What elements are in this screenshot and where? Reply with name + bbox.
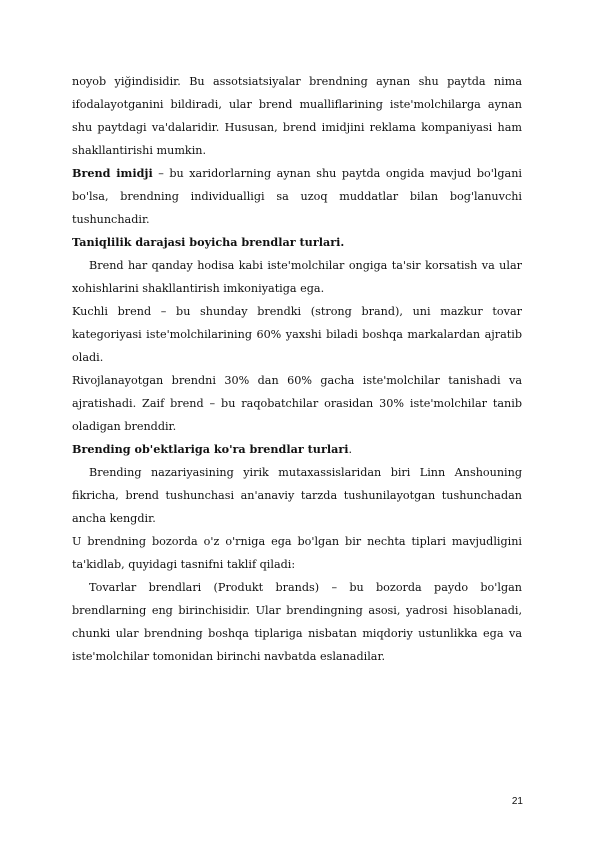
heading-object-types-line — [72, 438, 522, 461]
paragraph-1: noyob yiğindisidir. Bu assotsiatsiyalar brendning aynan shu paytda nima ifodalayotganini bildiradi, ular brend mualliflarining iste'molchilarga aynan shu paytdagi va'dalaridir. Hususan, brend imidjini reklama kompaniyasi ham shakllantirishi mumkin. — [72, 75, 522, 157]
paragraph-4: Kuchli brend – bu shunday brendki (strong brand), uni mazkur tovar kategoriyasi iste'molchilarining 60% yaxshi biladi boshqa markalardan ajratib oladi. — [72, 305, 522, 364]
page-number: 21 — [511, 796, 523, 807]
document-page — [72, 70, 522, 668]
heading-object-types-tail: . — [348, 443, 353, 456]
paragraph-8: Tovarlar brendlari (Produkt brands) – bu bozorda paydo bo'lgan brendlarning eng birinchisidir. Ular brendingning asosi, yadrosi hisoblanadi, chunki ular brendning boshqa tiplariga nisbatan miqdoriy ustunlikka ega va iste'molchilar tomonidan birinchi navbatda eslanadilar. — [72, 581, 522, 663]
paragraph-brand-image-text: – bu xaridorlarning aynan shu paytda ongida mavjud bo'lgani bo'lsa, brendning individualligi sa uzoq muddatlar bilan bog'lanuvchi tushunchadir. — [72, 167, 522, 226]
paragraph-3: Brend har qanday hodisa kabi iste'molchilar ongiga ta'sir korsatish va ular xohishlarini shakllantirish imkoniyatiga ega. — [72, 259, 522, 295]
heading-object-types: Brending ob'ektlariga ko'ra brendlar turlari — [72, 442, 349, 456]
term-brand-image: Brend imidji — [72, 166, 153, 180]
paragraph-6: Brending nazariyasining yirik mutaxassislaridan biri Linn Anshouning fikricha, brend tushunchasi an'anaviy tarzda tushunilayotgan tushunchadan ancha kengdir. — [72, 466, 522, 525]
paragraph-brand-image — [72, 162, 522, 231]
heading-awareness-types: Taniqlilik darajasi boyicha brendlar turlari. — [72, 235, 345, 249]
paragraph-5: Rivojlanayotgan brendni 30% dan 60% gacha iste'molchilar tanishadi va ajratishadi. Zaif brend – bu raqobatchilar orasidan 30% iste'molchilar tanib oladigan brenddir. — [72, 374, 522, 433]
paragraph-7: U brendning bozorda o'z o'rniga ega bo'lgan bir nechta tiplari mavjudligini ta'kidlab, quyidagi tasnifni taklif qiladi: — [72, 535, 522, 571]
